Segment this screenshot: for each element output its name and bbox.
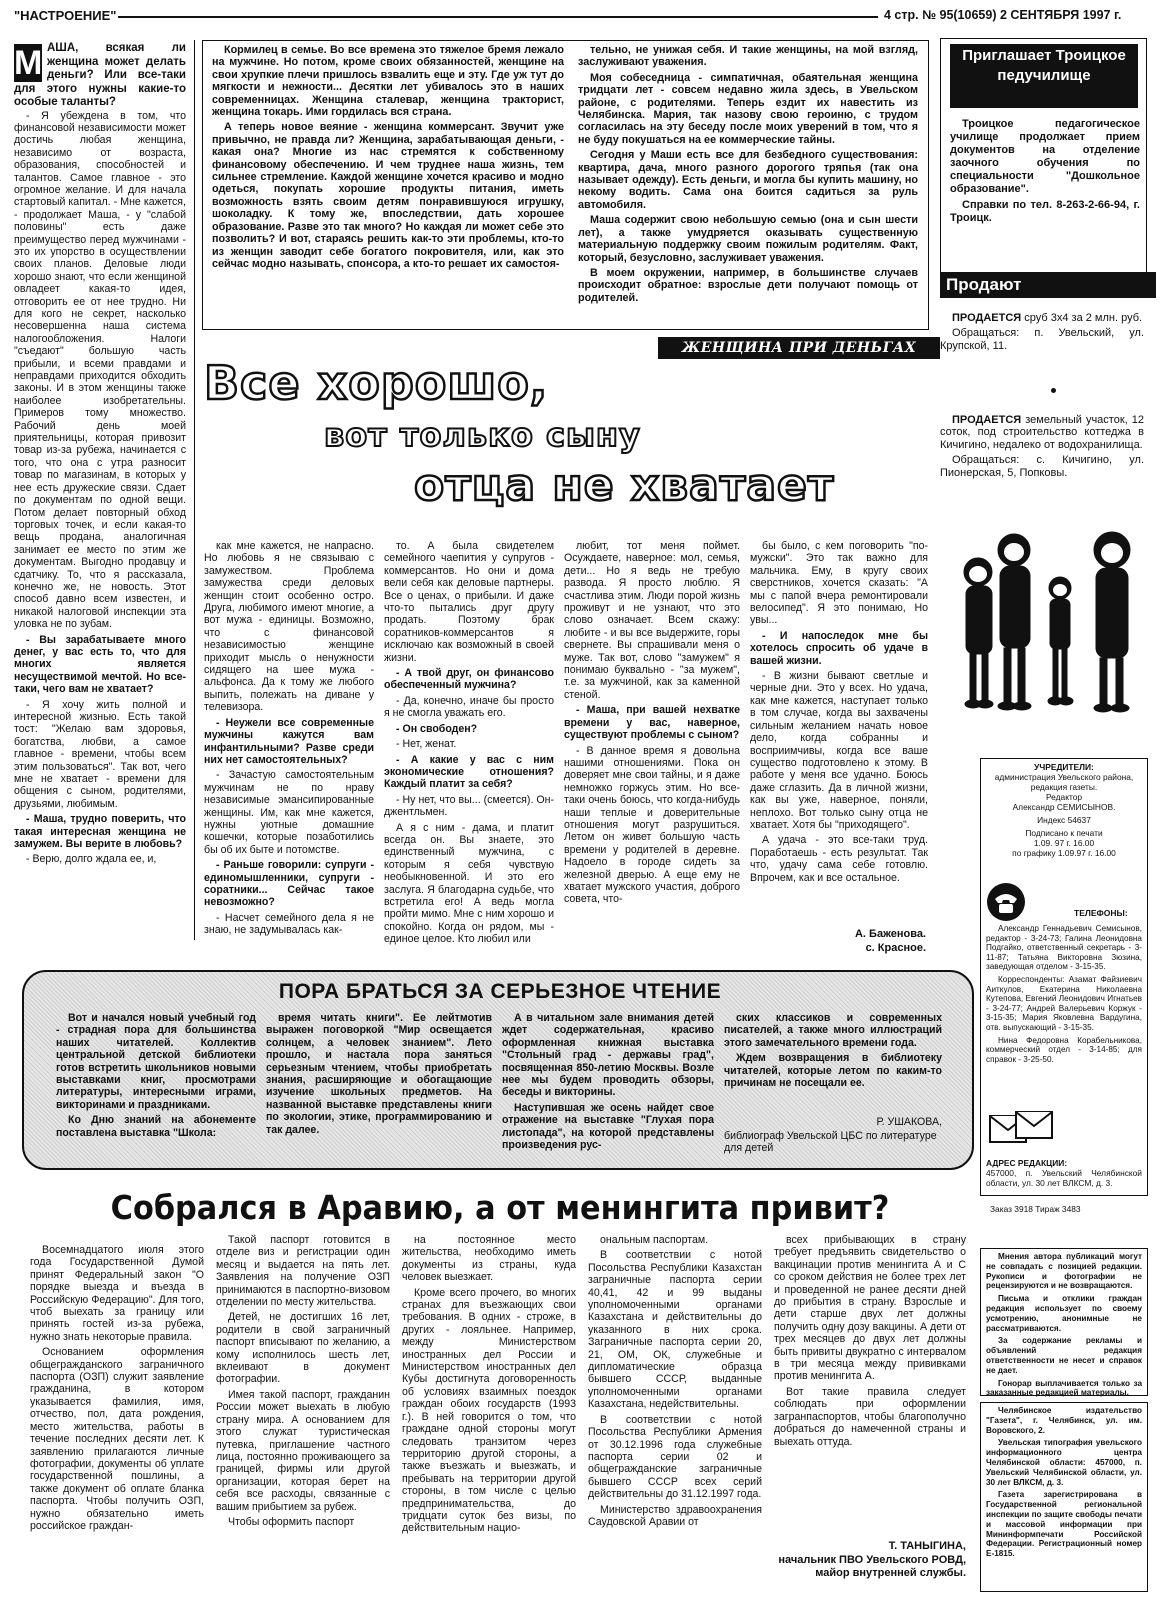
question: - И напоследок мне бы хотелось спросить об удаче в вашей жизни. bbox=[750, 629, 928, 667]
paragraph: Нина Федоровна Корабельникова, коммерческий отдел - 3-14-85; для справок - 3-25-50. bbox=[986, 1035, 1142, 1064]
paragraph: Ждем возвращения в библиотеку читателей, которые летом по каким-то причинам не посещали ее. bbox=[724, 1052, 942, 1090]
reading-col-1 bbox=[56, 1012, 256, 1160]
paragraph: Восемнадцатого июля этого года Государственной Думой принят Федеральный закон "О порядке выезда и въезда в Российскую Федерацию". Для того, чтоб выехать за границу или принять гостей из-за рубежа, нужно знать некоторые правила. bbox=[30, 1244, 204, 1343]
paragraph: как мне кажется, не напрасно. Но любовь я не связываю с замужеством. Проблема замужества среди деловых женщин стоит особенно остро. Друга, любимого имеют многие, а вот мужа - единицы. Возможно, что с финансовой независимостью женщине приходит мысль о ненужности сидящего на шее мужа - альфонса. Да к тому же любого выпить, полежать на диване у телевизора. bbox=[204, 540, 374, 714]
college-ad-body bbox=[950, 118, 1140, 268]
question: - Вы зарабатываете много денег, у вас есть то, что для многих является несуществимой мечтой. Но все-таки, чего вам не хватает? bbox=[14, 633, 186, 696]
paragraph: Вот и начался новый учебный год - страдная пора для большинства наших читателей. Коллектив центральной детской библиотеки готов встретить школьников новыми выставками книг, просмотрами литературы, интересными играми, викторинами и праздниками. bbox=[56, 1012, 256, 1111]
paragraph: Газета зарегистрирована в Государственной региональной инспекции по защите свободы печати и массовой информации при Мининформпечати Российской Федерации. Регистрационный номер Е-1815. bbox=[986, 1490, 1142, 1559]
headline-line-2: вот только сыну bbox=[324, 416, 641, 454]
paragraph: - В жизни бывают светлые и черные дни. Это у всех. Но удача, как мне кажется, наступает только в том случае, когда вы захвачены сильным желанием начать новое дело, когда собранны и восприимчивы, когда все ваше существо подготовлено к этому. В работе у меня все удачно. Боюсь даже сглазить. Да в личной жизни, как вы уже, наверное, поняли, неплохо. Вот только сыну отца не хватает. Хотя бы "приходящего". bbox=[750, 670, 928, 831]
paragraph: то. А была свидетелем семейного чаепития у супругов - коммерсантов. Но они и дома вели себя как деловые партнеры. Все о ценах, о прибыли. И даже что-то пытались друг другу продать. Поэтому брак соратников-коммерсантов я исключаю как возможный в своей жизни. bbox=[384, 540, 554, 664]
paragraph: А в читальном зале внимания детей ждет содержательная, красиво оформленная книжная выставка "Стольный град - державы град", посвященная 850-летию Москвы. Возле нее мы будем проводить обзоры, беседы и викторины. bbox=[502, 1012, 714, 1099]
sale-text: земельный участок, 12 соток, под строительство коттеджа в Кичигино, недалеко от водохранилища. bbox=[940, 414, 1144, 451]
headline-line-1: Все хорошо, bbox=[204, 356, 549, 410]
paragraph: За содержание рекламы и объявлений редакция ответственности не несет и справок не дает. bbox=[986, 1336, 1142, 1375]
sale-keyword: ПРОДАЕТСЯ bbox=[952, 414, 1022, 426]
paragraph: Наступившая же осень найдет свое отражение на выставке "Глухая пора листопада", на которой представлены произведения рус- bbox=[502, 1101, 714, 1152]
paragraph: В моем окружении, например, в большинстве случаев происходит обратное: взрослые дети получают помощь от родителей. bbox=[578, 266, 918, 304]
paragraph: бы было, с кем поговорить "по-мужски". Это так важно для мальчика. Ему, в кругу своих сверстников, хочется сказать: "А мы с папой вчера ремонтировали велосипед". Я это понимаю, Но увы... bbox=[750, 540, 928, 627]
dropcap: М bbox=[14, 44, 43, 82]
paragraph: Основанием оформления общегражданского заграничного паспорта (ОЗП) служит заявление гражданина, в котором указывается фамилия, имя, отчество, пол, дата рождения, место жительства, работы в течение последних десяти лет. К заявлению прилагаются личные фотографии, документы об уплате государственной пошлины, а также документ об оплате бланка паспорта. Чтобы получить ОЗП, нужно обязательно иметь российское граждан- bbox=[30, 1346, 204, 1532]
reading-col-4 bbox=[724, 1012, 942, 1112]
arabia-col-1 bbox=[30, 1244, 204, 1616]
reading-col-2 bbox=[266, 1012, 492, 1160]
editor-label: Редактор bbox=[1045, 792, 1083, 802]
sale-contact: Обращаться: п. Увельский, ул. Крупской, 11. bbox=[940, 327, 1144, 352]
article-author-place: с. Красное. bbox=[865, 942, 926, 954]
paragraph: Министерство здравоохранения Саудовской Аравии от bbox=[588, 1503, 762, 1528]
paragraph: - Верю, долго ждала ее, и, bbox=[26, 853, 157, 866]
college-ad-title: Приглашает Троицкое педучилище bbox=[950, 44, 1138, 108]
paragraph: Детей, не достигших 16 лет, родители в свой заграничный паспорт вписывают по желанию, а кому исполнилось шесть лет, вклеивают в документ фотографии. bbox=[216, 1311, 390, 1386]
arabia-title: Собрался в Аравию, а от менингита привит? bbox=[110, 1188, 890, 1227]
question: - А какие у вас с ним экономические отношения? Каждый платит за себя? bbox=[384, 753, 554, 791]
sale-keyword: ПРОДАЕТСЯ bbox=[952, 312, 1022, 324]
paragraph: Имея такой паспорт, гражданин России может выехать в любую страну мира. А основанием для этого служат туристическая путевка, приглашение частного лица, постоянно проживающего за границей, фирмы или другой организации, которая берет на себя все расходы, связанные с вашим прибытием за рубеж. bbox=[216, 1388, 390, 1513]
founders bbox=[986, 762, 1142, 882]
arabia-col-2 bbox=[216, 1234, 390, 1616]
paragraph: ских классиков и современных писателей, а также много иллюстраций этого замечательного времени года. bbox=[724, 1012, 942, 1049]
phones-body bbox=[986, 924, 1142, 1100]
sign-label: Подписано к печати bbox=[1025, 828, 1103, 838]
article-col-3 bbox=[384, 540, 554, 958]
founders-label: УЧРЕДИТЕЛИ: bbox=[1034, 762, 1094, 772]
editor-name: Александр СЕМИСЫНОВ. bbox=[1012, 802, 1116, 812]
paragraph: Чтобы оформить паспорт bbox=[228, 1515, 355, 1528]
headline-line-3: отца не хватает bbox=[414, 460, 835, 511]
question: - Маша, трудно поверить, что такая интересная женщина не замужем. Вы верите в любовь? bbox=[14, 813, 186, 851]
article-col-2 bbox=[204, 540, 374, 958]
column-divider bbox=[194, 40, 195, 940]
paragraph: Сегодня у Маши есть все для безбедного существования: квартира, дача, много разного дорогого тряпья (так она называет одежду). Есть деньги, и могла бы купить машину, но некому водить. Сама она боится садиться за руль автомобиля. bbox=[578, 149, 918, 211]
paragraph: Кормилец в семье. Во все времена это тяжелое бремя лежало на мужчине. Но потом, кроме своих обязанностей, женщине на свои хрупкие плечи пришлось взвалить еще и эту. Где уж тут до мягкости и нежности... Десятки лет убивалось это в наших современницах. Женщина сталевар, женщина тракторист, женщина токарь. Ими гордилась вся страна. bbox=[212, 44, 564, 119]
question: - Он свободен? bbox=[396, 722, 478, 735]
paragraph: Письма и отклики граждан редакция использует по своему усмотрению, анонимные не рассматриваются. bbox=[986, 1294, 1142, 1333]
address bbox=[986, 1158, 1142, 1192]
family-illustration bbox=[940, 520, 1146, 730]
founders-body: администрация Увельского района, редакция газеты. bbox=[994, 772, 1134, 792]
reading-title: ПОРА БРАТЬСЯ ЗА СЕРЬЕЗНОЕ ЧТЕНИЕ bbox=[278, 980, 722, 1003]
paragraph: А теперь новое веяние - женщина коммерсант. Звучит уже привычно, не правда ли? Женщина, зарабатывающая деньги, - какая она? Многие из нас стремятся к собственному финансовому обеспечению. И чем труднее наша жизнь, тем сильнее стремление. Каждой женщине хочется красиво и модно одеться, покупать хорошие продукты питания, иметь возможность взять своим детям понравившуюся игрушку, шоколадку. К тому же, впоследствии, дать хорошее образование. Разве это так много? Но каждая ли может себе это позволить? И вот, стараясь решить как-то эти проблемы, кто-то из женщин заводит себе богатого покровителя, или, как это сейчас модно называть, спонсора, а кто-то решает их самостоя- bbox=[212, 121, 564, 270]
paragraph: - Я убеждена в том, что финансовой независимости может достичь любая женщина, независимо от возраста, образования, способностей и талантов. Самое главное - это огромное желание. И для начала стартовый капитал. - Мне кажется, - продолжает Маша, - у "слабой половины" есть даже преимущество перед мужчинами - это их упорство в осуществлении своих планов. Деловые люди хорошо знают, что если женщиной овладеет какая-то идея, отговорить ее от нее трудно. Ни для кого не секрет, насколько несовершенна наша система налогообложения. Налоги "съедают" большую часть прибыли, и всеми правдами и неправдами приходится обходить законы. И в этом женщины также наиболее изобретательны. Примеров тому множество. Рабочий день моей приятельницы, которая привозит товар из-за рубежа, начинается с того, что она с утра разносит товар по магазинам, в которых у нее есть дружеские связи. Сдает по документам по одной вещи. Потом делает повторный обход торговых точек, и если какая-то вещь продана, аналогичная занимает ее место по этим же документам. Выгодно продавцу и сдатчику. То, что я рассказала, конечно же, не новость. Этот способ давно всем известен, и никакой налоговой инспекции эта уловка не по зубам. bbox=[14, 109, 186, 631]
publisher bbox=[986, 1406, 1142, 1586]
phone-icon bbox=[986, 882, 1026, 922]
reading-author-role: библиограф Увельской ЦБС по литературе для детей bbox=[724, 1130, 937, 1154]
paragraph: Маша содержит свою небольшую семью (она и сын шести лет), а также умудряется оказывать существенную материальную поддержку своим пожилым родителям. Факт, который, безусловно, заслуживает уважения. bbox=[578, 214, 918, 264]
arabia-col-3 bbox=[402, 1234, 576, 1616]
subscription-index: Индекс 54637 bbox=[1037, 815, 1091, 825]
paragraph: Троицкое педагогическое училище продолжает прием документов на отделение заочного обучения по специальности "Дошкольное образование". bbox=[950, 118, 1140, 195]
disclaimer bbox=[986, 1252, 1142, 1398]
paragraph: Кроме всего прочего, во многих странах для въезжающих свои требования. В одних - строже, в других - лояльнее. Например, между Министерством иностранных дел России и Министерством иностранных дел Кубы достигнута договоренность об условиях взаимных поездок граждан обоих государств (1993 г.). В ней говорится о том, что граждане одной стороны могут следовать транзитом через территорию другой стороны, а также въезжать и выезжать, и пребывать на территории другой стороны, в том числе с целью предпринимательства, до тридцати суток без визы, по действительным нацио- bbox=[402, 1286, 576, 1535]
paragraph: любит, тот меня поймет. Осуждаете, наверное: мол, семья, дети... Но я ведь не требую развода. Я просто люблю. Я счастлива этим. Люди порой жизнь проживут и не узнают, что это слово означает. Всем скажу: любите - и вы все выдержите, горы свернете. Вы спрашивали меня о муже. Так вот, слово "замужем" я понимаю буквально - "за мужем", т.е. за мужчиной, как за каменной стеной. bbox=[564, 540, 740, 701]
paragraph: Челябинское издательство "Газета", г. Челябинск, ул. им. Воровского, 2. bbox=[986, 1406, 1142, 1435]
paragraph: А я с ним - дама, и платит всегда он. Вы знаете, это единственный мужчина, с которым я себя чувствую необыкновенной. И это его заслуга. Я благодарна судьбе, что встретила его! А ведь могла пройти мимо. Мне с ним хорошо и спокойно. Когда он рядом, мы - единое целое. Кто любил или bbox=[384, 821, 554, 946]
article-col-4 bbox=[564, 540, 740, 958]
article-col-5 bbox=[750, 540, 928, 920]
sale-text: сруб 3х4 за 2 млн. руб. bbox=[1024, 312, 1143, 324]
paragraph: В соответствии с нотой Посольства Республики Казахстан заграничные паспорта серии 40,41, 42 и 99 выданы уполномоченными органами Казахстана и действительны до указанного в них срока. Заграничные паспорта серии 20, 21, ОМ, ОК, служебные и дипломатические образца бывшего СССР, выданные уполномоченными органами Казахстана, недействительны. bbox=[588, 1249, 762, 1411]
paragraph: Мнения автора публикаций могут не совпадать с позицией редакции. Рукописи и фотографии не рецензируются и не возвращаются. bbox=[986, 1252, 1142, 1291]
paragraph: Моя собеседница - симпатичная, обаятельная женщина тридцати лет - совсем недавно жила здесь, в Увельском районе, с родителями. Теперь ездит их навестить из Челябинска. Мария, так назову свою героиню, с трудом согласилась на эту беседу после моих уверений в том, что я не буду покушаться на ее коммерческие тайны. bbox=[578, 71, 918, 146]
arabia-col-4 bbox=[588, 1234, 762, 1616]
reading-author: Р. УШАКОВА, bbox=[876, 1116, 942, 1128]
question: - Маша, при вашей нехватке времени у вас, наверное, существуют проблемы с сыном? bbox=[564, 704, 740, 742]
sale-item-2 bbox=[940, 414, 1144, 514]
paragraph: - Зачастую самостоятельным мужчинам не по нраву независимые эмансипированные женщины. Им, как мне кажется, нужны уютные домашние кошечки, которые позаботились бы об их быте и потомстве. bbox=[204, 769, 374, 856]
question: - А твой друг, он финансово обеспеченный мужчина? bbox=[384, 667, 554, 692]
sale-contact: Обращаться: с. Кичигино, ул. Пионерская, 5, Попковы. bbox=[940, 454, 1144, 479]
arabia-author: Т. ТАНЫГИНА, bbox=[888, 1540, 966, 1552]
paragraph: В соответствии с нотой Посольства Республики Армения от 30.12.1996 года служебные паспорта серии 02 и общегражданские заграничные бывшего СССР всех серий действительны до 31.12.1997 года. bbox=[588, 1413, 762, 1501]
paragraph: ональным паспортам. bbox=[600, 1234, 709, 1246]
masthead-rule bbox=[118, 16, 878, 18]
paragraph: Такой паспорт готовится в отделе виз и регистрации один месяц и выдается на пять лет. Заявления на получение ОЗП принимаются в паспортно-визовом отделении по месту жительства. bbox=[216, 1234, 390, 1309]
arabia-col-5 bbox=[774, 1234, 966, 1534]
paragraph: Корреспонденты: Азамат Файзиевич Аиткулов, Екатерина Николаевна Кутепова, Евгений Леонидович Игнатьев - 3-24-77; Андрей Валерьевич Коржук - 3-15-35; Мария Яковлевна Вардугина, отв. выпускающий - 3-15-35. bbox=[986, 974, 1142, 1032]
paragraph: А удача - это все-таки труд. Поработаешь - есть результат. Так что, удачу сама себе готовлю. Впрочем, как и все остальное. bbox=[750, 834, 928, 884]
contacts: Справки по тел. 8-263-2-66-94, г. Троицк. bbox=[950, 199, 1140, 224]
paragraph: всех прибывающих в страну требует предъявить свидетельство о вакцинации против менингита А и С со сроком действия не более трех лет и проведенной не ранее десяти дней до прибытия в страну. Взрослые и дети старше двух лет должны получить одну дозу вакцины. А дети от трех месяцев до двух лет должны быть привиты двукратно с интервалом в три месяца между прививками против менингита А. bbox=[774, 1234, 966, 1383]
address-body: 457000, п. Увельский Челябинской области, ул. 30 лет ВЛКСМ, д. 3. bbox=[986, 1168, 1142, 1188]
rubric-label: ЖЕНЩИНА ПРИ ДЕНЬГАХ bbox=[658, 337, 940, 359]
paragraph: тельно, не унижая себя. И такие женщины, на мой взгляд, заслуживают уважения. bbox=[578, 44, 918, 69]
sale-heading: Продают bbox=[940, 272, 1156, 298]
lead-question: АША, всякая ли женщина может делать деньги? Или все-таки для этого нужны какие-то особые таланты? bbox=[14, 42, 186, 108]
address-label: АДРЕС РЕДАКЦИИ: bbox=[986, 1158, 1068, 1168]
intro-col-1 bbox=[212, 44, 564, 322]
sign-date: 1.09. 97 г. 16.00 bbox=[1033, 838, 1095, 848]
order-info: Заказ 3918 Тираж 3483 bbox=[990, 1204, 1081, 1214]
reading-col-3 bbox=[502, 1012, 714, 1160]
bullet-dot bbox=[1051, 388, 1056, 393]
paragraph: - Нет, женат. bbox=[396, 738, 457, 751]
paragraph: - Я хочу жить полной и интересной жизнью. Есть такой тост: "Желаю вам здоровья, богатства, любви, а самое главное - времени, чтобы всем этим пользоваться". Так вот, чего мне не хватает - времени для общения с сыном, родителями, друзьями, любимым. bbox=[14, 698, 186, 810]
article-col-1 bbox=[14, 42, 186, 962]
intro-col-2 bbox=[578, 44, 918, 322]
envelope-icon bbox=[988, 1110, 1058, 1150]
paragraph: Вот такие правила следует соблюдать при оформлении загранпаспортов, чтобы благополучно добраться до намеченной страны и выехать оттуда. bbox=[774, 1385, 966, 1448]
paragraph: - Да, конечно, иначе бы просто я не смогла уважать его. bbox=[384, 694, 554, 720]
paragraph: на постоянное место жительства, необходимо иметь документы из страны, куда человек выезжает. bbox=[402, 1234, 576, 1284]
question: - Неужели все современные мужчины кажутся вам инфантильными? Разве среди них нет самостоятельных? bbox=[204, 716, 374, 766]
sale-item-1 bbox=[940, 312, 1144, 372]
arabia-author-role: начальник ПВО Увельского РОВД, майор внутренней службы. bbox=[778, 1554, 966, 1579]
article-author: А. Баженова. bbox=[854, 928, 926, 940]
paragraph: Увельская типография увельского информационного центра Челябинской области: 457000, п. Увельский Челябинской области, ул. 30 лет ВЛКСМ, д. 3. bbox=[986, 1438, 1142, 1487]
paragraph: время читать книги". Ее лейтмотив выражен поговоркой "Мир освещается солнцем, а человек знанием". Лето прошло, и настала пора заняться серьезным чтением, чтобы приобретать знания, расширяющие и обогащающие изучение школьных предметов. На названной выставке представлены книги по экологии, этике, программированию и так далее. bbox=[266, 1012, 492, 1136]
paragraph: Гонорар выплачивается только за заказанные редакцией материалы. bbox=[986, 1378, 1142, 1398]
phones-label: ТЕЛЕФОНЫ: bbox=[1074, 908, 1128, 918]
print-schedule: по графику 1.09.97 г. 16.00 bbox=[1012, 848, 1116, 858]
section-name: "НАСТРОЕНИЕ" bbox=[14, 8, 117, 23]
question: - Раньше говорили: супруги - единомышленники, супруги - соратники... Сейчас такое невозможно? bbox=[204, 859, 374, 909]
paragraph: - Ну нет, что вы... (смеется). Он-джентльмен. bbox=[384, 793, 554, 819]
paragraph: Ко Дню знаний на абонементе поставлена выставка "Школа: bbox=[56, 1114, 256, 1139]
paragraph: Александр Геннадьевич Семисынов, редактор - 3-24-73; Галина Леонидовна Подгайко, ответственный секретарь - 3-11-87; Татьяна Викторовна Зюзина, заведующая отделом - 3-15-35. bbox=[986, 924, 1142, 972]
issue-info: 4 стр. № 95(10659) 2 СЕНТЯБРЯ 1997 г. bbox=[884, 8, 1122, 22]
paragraph: - Насчет семейного дела я не знаю, не задумывалась как- bbox=[204, 911, 374, 937]
paragraph: - В данное время я довольна нашими отношениями. Пока он доверяет мне свои тайны, и я даже немножко горжусь этим. Но все-таки очень боюсь, что когда-нибудь наши теплые и доверительные отношения могут разрушиться. Летом он живет большую часть времени у родителей в деревне. Надоело в городе сидеть за железной дверью. А еще ему не хватает мужского участия, доброго совета, что- bbox=[564, 744, 740, 906]
